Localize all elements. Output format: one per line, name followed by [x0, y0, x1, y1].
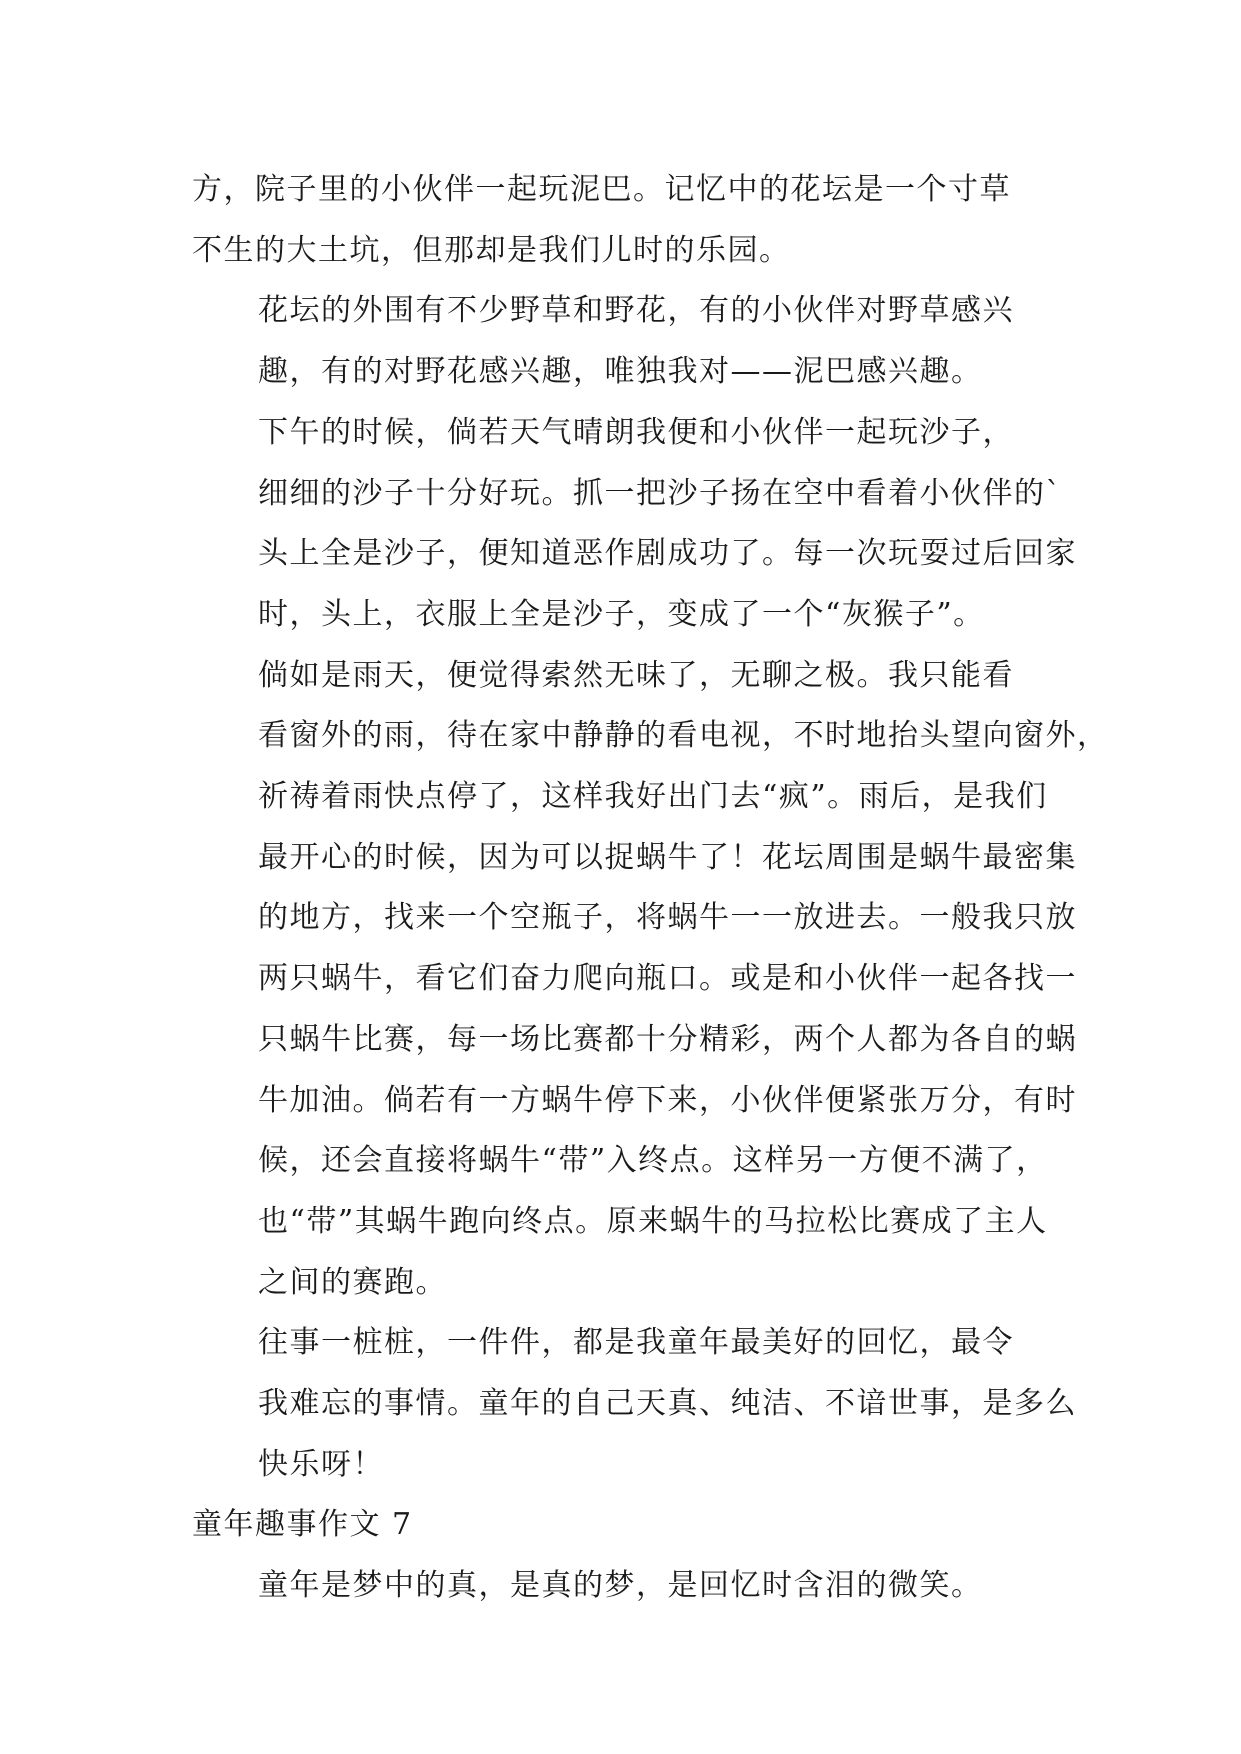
- paragraph-line: 我难忘的事情。童年的自己天真、纯洁、不谙世事，是多么: [258, 1386, 1077, 1422]
- section-heading: 童年趣事作文 7: [192, 1507, 413, 1543]
- paragraph-line: 下午的时候，倘若天气晴朗我便和小伙伴一起玩沙子，: [258, 414, 1014, 450]
- paragraph-line: 最开心的时候，因为可以捉蜗牛了！花坛周围是蜗牛最密集: [258, 839, 1077, 875]
- paragraph-line: 只蜗牛比赛，每一场比赛都十分精彩，两个人都为各自的蜗: [258, 1021, 1077, 1057]
- paragraph-line: 往事一桩桩，一件件，都是我童年最美好的回忆，最令: [258, 1325, 1014, 1361]
- paragraph: [192, 160, 1052, 281]
- paragraph-line: 花坛的外围有不少野草和野花，有的小伙伴对野草感兴: [258, 293, 1014, 329]
- paragraph: [192, 646, 1109, 1314]
- paragraph: [192, 281, 1052, 402]
- paragraph-list: [192, 160, 1109, 1495]
- paragraph-line: 细细的沙子十分好玩。抓一把沙子扬在空中看着小伙伴的`: [258, 475, 1062, 511]
- paragraph-line: 的地方，找来一个空瓶子，将蜗牛一一放进去。一般我只放: [258, 900, 1077, 936]
- paragraph-line: 童年是梦中的真，是真的梦，是回忆时含泪的微笑。: [258, 1568, 983, 1604]
- paragraph-line: 看窗外的雨，待在家中静静的看电视，不时地抬头望向窗外，: [258, 718, 1109, 754]
- paragraph-line: 快乐呀！: [258, 1446, 384, 1482]
- paragraph-line: 方，院子里的小伙伴一起玩泥巴。记忆中的花坛是一个寸草: [192, 172, 1011, 207]
- paragraph-line: 候，还会直接将蜗牛“带”入终点。这样另一方便不满了，: [258, 1143, 1048, 1179]
- paragraph: [192, 1313, 1077, 1495]
- paragraph-line: 两只蜗牛，看它们奋力爬向瓶口。或是和小伙伴一起各找一: [258, 961, 1077, 997]
- paragraph-line: 之间的赛跑。: [258, 1264, 447, 1300]
- document-body: [192, 160, 1109, 1617]
- paragraph-line: 不生的大土坑，但那却是我们儿时的乐园。: [192, 232, 791, 268]
- paragraph: [192, 1556, 1052, 1617]
- paragraph-line: 时，头上，衣服上全是沙子，变成了一个“灰猴子”。: [258, 596, 985, 632]
- paragraph-line: 祈祷着雨快点停了，这样我好出门去“疯”。雨后，是我们: [258, 779, 1048, 815]
- paragraph-line: 也“带”其蜗牛跑向终点。原来蜗牛的马拉松比赛成了主人: [258, 1203, 1048, 1239]
- paragraph-line: 牛加油。倘若有一方蜗牛停下来，小伙伴便紧张万分，有时: [258, 1082, 1077, 1118]
- paragraph-line: 倘如是雨天，便觉得索然无味了，无聊之极。我只能看: [258, 657, 1014, 693]
- paragraph-line: 趣，有的对野花感兴趣，唯独我对——泥巴感兴趣。: [258, 354, 983, 390]
- paragraph: [192, 403, 1077, 646]
- paragraph-line: 头上全是沙子，便知道恶作剧成功了。每一次玩耍过后回家: [258, 536, 1077, 572]
